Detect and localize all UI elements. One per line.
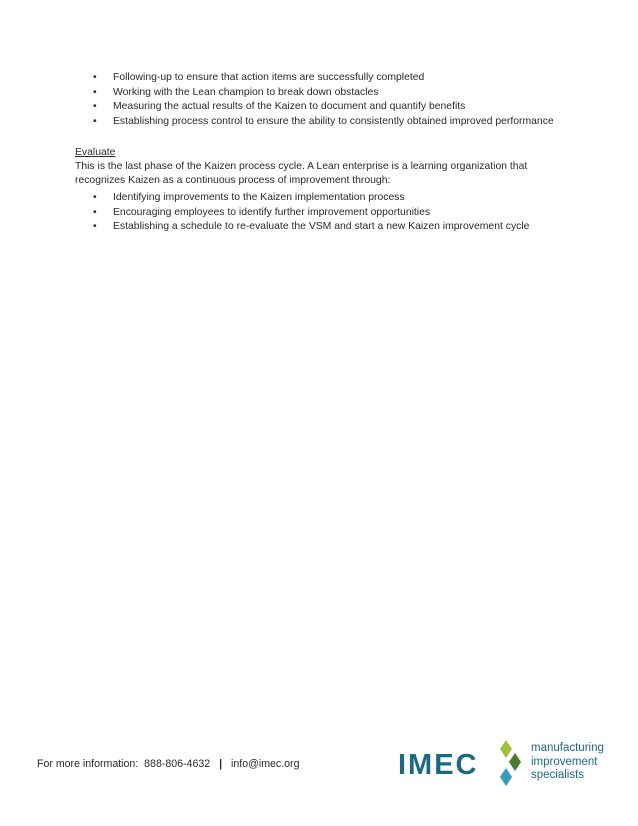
footer-separator: | [219,758,223,770]
logo-tagline: manufacturing improvement specialists [531,742,604,781]
evaluate-paragraph: This is the last phase of the Kaizen process cycle. A Lean enterprise is a learning organization that recognizes Kaizen as a continuous process of improvement through: [75,161,528,186]
footer-label: For more information: [37,758,139,770]
list-item: • Establishing a schedule to re-evaluate the VSM and start a new Kaizen improvement cycle [93,221,530,233]
footer-contact [37,757,299,771]
list-item: • Establishing process control to ensure the ability to consistently obtained improved performance [93,115,554,127]
evaluate-heading: Evaluate [75,147,116,158]
list-item: • Encouraging employees to identify further improvement opportunities [93,206,431,218]
follow-up-bullet-list [93,71,554,129]
diamond-logo-icon [498,740,524,790]
list-item: • Measuring the actual results of the Kaizen to document and quantify benefits [93,101,466,113]
logo-wordmark: IMEC [398,749,479,781]
footer-email[interactable]: info@imec.org [231,758,300,770]
evaluate-bullet-list [93,191,529,235]
list-item: • Following-up to ensure that action items are successfully completed [93,72,425,83]
footer-phone: 888-806-4632 [144,758,211,770]
imec-logo [398,740,608,790]
list-item: • Working with the Lean champion to break down obstacles [93,86,379,98]
list-item: • Identifying improvements to the Kaizen implementation process [93,192,405,203]
